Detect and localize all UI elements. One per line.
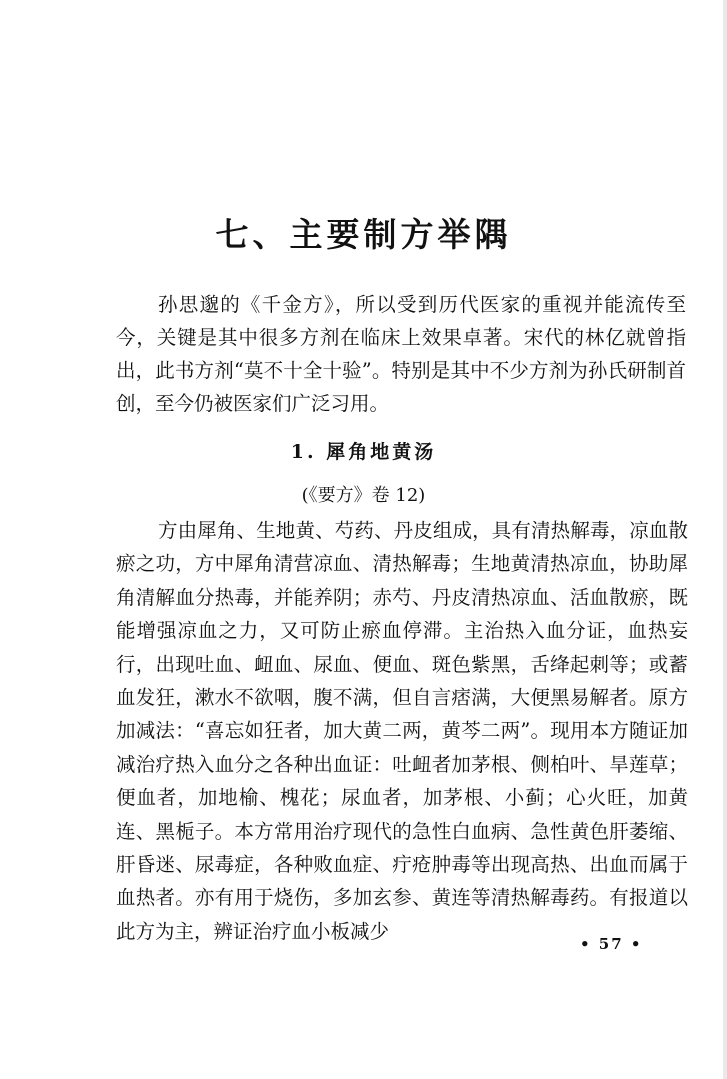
section-body-paragraph: 方由犀角、生地黄、芍药、丹皮组成，具有清热解毒，凉血散瘀之功，方中犀角清营凉血、清热解毒；生地黄清热凉血，协助犀角清解血分热毒，并能养阴；赤芍、丹皮清热凉血、活血散瘀，既能增强凉血之力，又可防止瘀血停滞。主治热入血分证，血热妄行，出现吐血、衄血、尿血、便血、斑色紫黑，舌绛起刺等；或蓄血发狂，漱水不欲咽，腹不满，但自言痞满，大便黑易解者。原方加减法：“喜忘如狂者，加大黄二两，黄芩二两”。现用本方随证加减治疗热入血分之各种出血证：吐衄者加茅根、侧柏叶、旱莲草；便血者，加地榆、槐花；尿血者，加茅根、小蓟；心火旺，加黄连、黑栀子。本方常用治疗现代的急性白血病、急性黄色肝萎缩、肝昏迷、尿毒症，各种败血症、疔疮肿毒等出现高热、出血而属于血热者。亦有用于烧伤，多加玄参、黄连等清热解毒药。有报道以此方为主，辨证治疗血小板减少 xyxy=(116,519,688,943)
page-number: • 57 • xyxy=(580,935,643,953)
chapter-title: 七、主要制方举隅 xyxy=(215,215,512,254)
section-source: (《要方》卷 12) xyxy=(301,485,426,506)
section-heading: 1. 犀角地黄汤 xyxy=(290,441,437,463)
intro-paragraph: 孙思邈的《千金方》，所以受到历代医家的重视并能流传至今，关键是其中很多方剂在临床上效果卓著。宋代的林亿就曾指出，此书方剂“莫不十全十验”。特别是其中不少方剂为孙氏研制首创，至今仍被医家们广泛习用。 xyxy=(116,293,686,415)
page-edge-shadow xyxy=(723,0,727,1079)
